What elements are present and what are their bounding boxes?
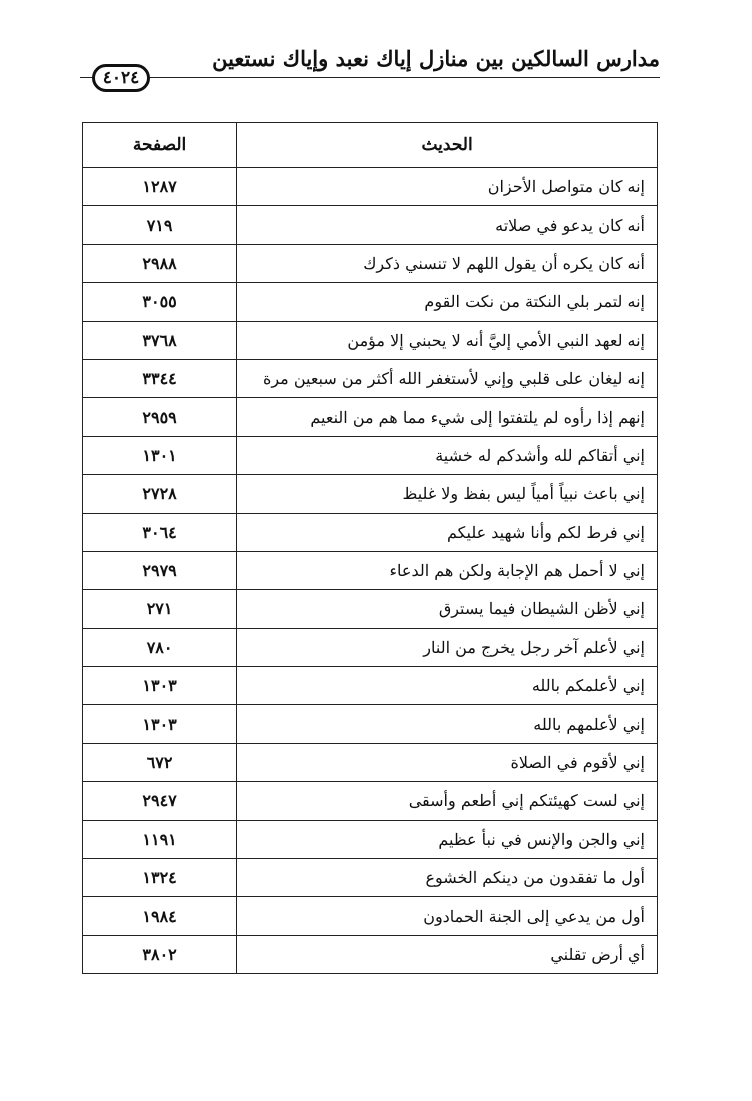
table-row <box>83 359 658 397</box>
hadith-text: إني لأظن الشيطان فيما يسترق <box>237 590 658 628</box>
page-reference: ٣٨٠٢ <box>83 935 237 973</box>
page-reference: ٢٩٧٩ <box>83 551 237 589</box>
hadith-text: إنه كان متواصل الأحزان <box>237 168 658 206</box>
hadith-text: إني لأقوم في الصلاة <box>237 743 658 781</box>
hadith-text: إني أتقاكم لله وأشدكم له خشية <box>237 436 658 474</box>
header-rule <box>80 77 660 78</box>
page-reference: ٧١٩ <box>83 206 237 244</box>
page-reference: ١٩٨٤ <box>83 897 237 935</box>
page-reference: ٧٨٠ <box>83 628 237 666</box>
column-header-hadith: الحديث <box>237 123 658 168</box>
table-row <box>83 935 658 973</box>
page-reference: ١٢٨٧ <box>83 168 237 206</box>
table-row <box>83 244 658 282</box>
page-reference: ٣٧٦٨ <box>83 321 237 359</box>
page-reference: ١٣٠١ <box>83 436 237 474</box>
table-row <box>83 897 658 935</box>
page-number: ٤٠٢٤ <box>92 64 150 92</box>
hadith-text: إنهم إذا رأوه لم يلتفتوا إلى شيء مما هم من النعيم <box>237 398 658 436</box>
hadith-text: إني فرط لكم وأنا شهيد عليكم <box>237 513 658 551</box>
table-row <box>83 283 658 321</box>
hadith-text: أي أرض تقلني <box>237 935 658 973</box>
page-reference: ١٣٠٣ <box>83 705 237 743</box>
page-reference: ١١٩١ <box>83 820 237 858</box>
hadith-text: أنه كان يدعو في صلاته <box>237 206 658 244</box>
table-row <box>83 859 658 897</box>
page-reference: ٣٣٤٤ <box>83 359 237 397</box>
table-row <box>83 551 658 589</box>
page-reference: ٦٧٢ <box>83 743 237 781</box>
page-reference: ٣٠٦٤ <box>83 513 237 551</box>
table-row <box>83 743 658 781</box>
table-row <box>83 475 658 513</box>
running-title: مدارس السالكين بين منازل إياك نعبد وإياك نستعين <box>212 46 660 71</box>
page-reference: ١٣٠٣ <box>83 667 237 705</box>
page-reference: ٢٩٨٨ <box>83 244 237 282</box>
table-row <box>83 513 658 551</box>
hadith-text: إني لأعلمهم بالله <box>237 705 658 743</box>
table-row <box>83 667 658 705</box>
hadith-text: إني لا أحمل هم الإجابة ولكن هم الدعاء <box>237 551 658 589</box>
table-row <box>83 168 658 206</box>
hadith-text: إني لست كهيئتكم إني أطعم وأسقى <box>237 782 658 820</box>
hadith-text: أول من يدعي إلى الجنة الحمادون <box>237 897 658 935</box>
column-header-page: الصفحة <box>83 123 237 168</box>
hadith-text: إنه لعهد النبي الأمي إليَّ أنه لا يحبني إلا مؤمن <box>237 321 658 359</box>
table-row <box>83 398 658 436</box>
hadith-text: إني باعث نبياً أمياً ليس بفظ ولا غليظ <box>237 475 658 513</box>
hadith-text: إني لأعلم آخر رجل يخرج من النار <box>237 628 658 666</box>
hadith-text: إني والجن والإنس في نبأ عظيم <box>237 820 658 858</box>
table-row <box>83 628 658 666</box>
hadith-text: أنه كان يكره أن يقول اللهم لا تنسني ذكرك <box>237 244 658 282</box>
hadith-text: إنه ليغان على قلبي وإني لأستغفر الله أكثر من سبعين مرة <box>237 359 658 397</box>
page-header <box>80 44 660 94</box>
page-reference: ٢٩٤٧ <box>83 782 237 820</box>
page-reference: ١٣٢٤ <box>83 859 237 897</box>
table-row <box>83 782 658 820</box>
table-row <box>83 436 658 474</box>
page-reference: ٢٧١ <box>83 590 237 628</box>
page-reference: ٢٧٢٨ <box>83 475 237 513</box>
table-row <box>83 590 658 628</box>
hadith-text: أول ما تفقدون من دينكم الخشوع <box>237 859 658 897</box>
table-header-row <box>83 123 658 168</box>
table-body <box>83 168 658 974</box>
page-reference: ٣٠٥٥ <box>83 283 237 321</box>
table-row <box>83 206 658 244</box>
hadith-text: إنه لتمر بلي النكتة من نكت القوم <box>237 283 658 321</box>
hadith-text: إني لأعلمكم بالله <box>237 667 658 705</box>
table-row <box>83 820 658 858</box>
hadith-index-table <box>82 122 658 974</box>
table-row <box>83 321 658 359</box>
page-reference: ٢٩٥٩ <box>83 398 237 436</box>
table-row <box>83 705 658 743</box>
